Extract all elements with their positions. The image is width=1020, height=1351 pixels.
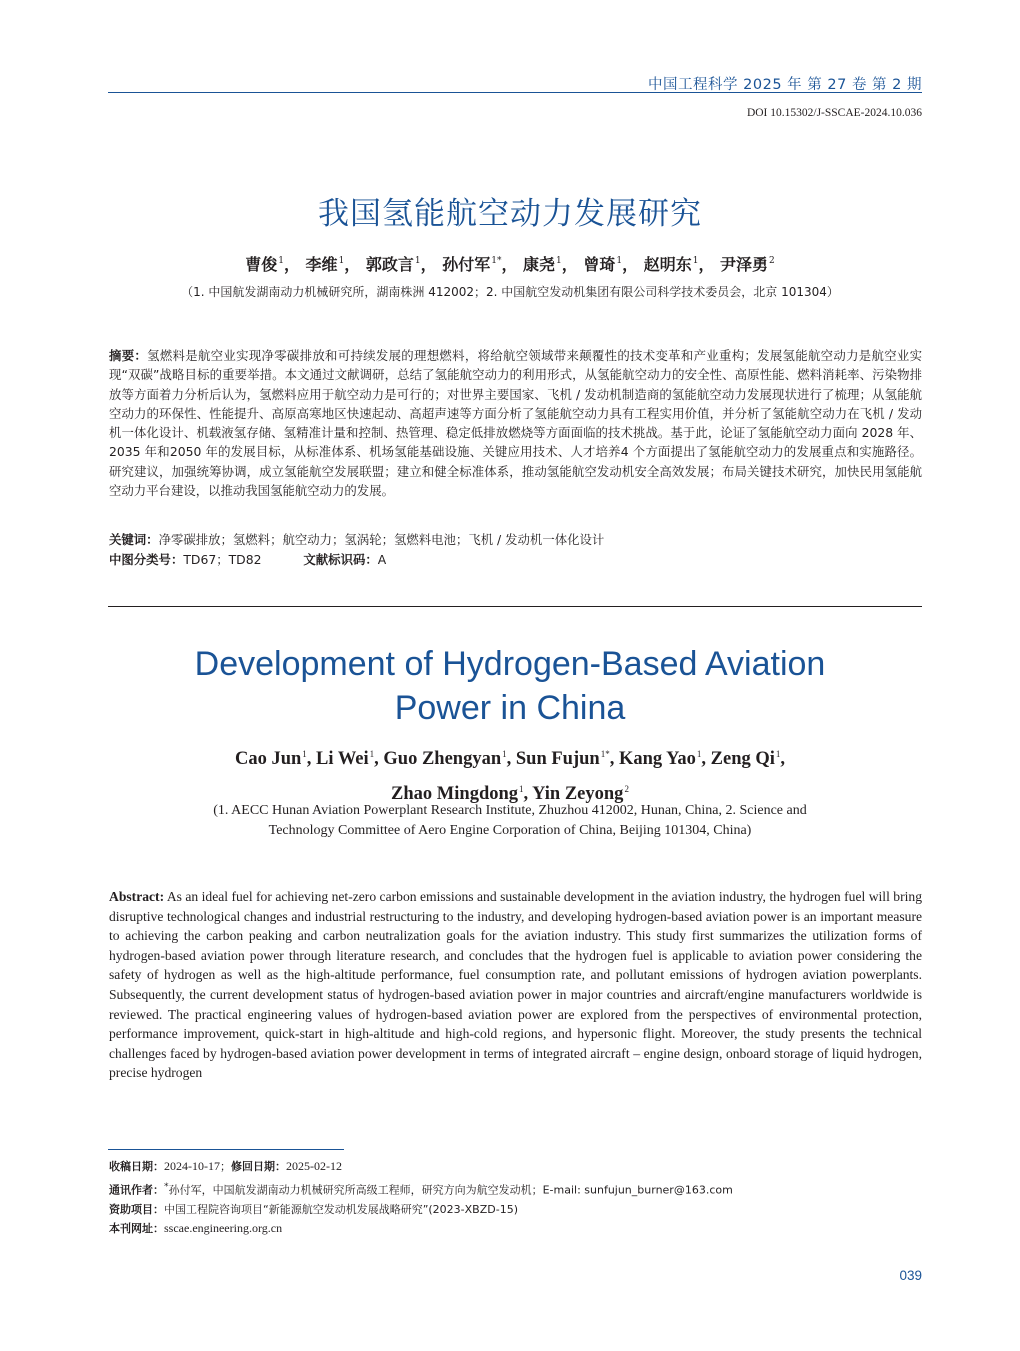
author-name: 孙付军 bbox=[442, 255, 491, 274]
author-name: Zeng Qi bbox=[710, 749, 775, 769]
author-affil-mark: 1* bbox=[491, 256, 502, 266]
author-affil-mark: 1 bbox=[692, 256, 699, 266]
author-name: Zhao Mingdong bbox=[391, 784, 519, 804]
footnotes bbox=[109, 1157, 922, 1239]
english-title-line: Power in China bbox=[394, 689, 626, 727]
author-affil-mark: 2 bbox=[769, 256, 775, 266]
url-line: 本刊网址：sscae.engineering.org.cn bbox=[109, 1221, 283, 1236]
abstract-text: As an ideal fuel for achieving net-zero carbon emissions and sustainable development in the aviation industry, the hydrogen fuel will bring disruptive technological changes and industrial restructuring to the industry, and developing hydrogen-based aviation power is an important measure to achieving the carbon peaking and carbon neutralization goals for the aviation industry. This study first summarizes the utilization forms of hydrogen-based aviation power through literature research, and concludes that the hydrogen fuel is applicable to aviation power considering the safety of hydrogen as well as the high-altitude performance, fuel consumption rate, and pollutant emissions of hydrogen aviation powerplants. Subsequently, the current development status of hydrogen-based aviation power in major countries and aircraft/engine manufacturers worldwide is reviewed. The practical engineering values of hydrogen-based aviation power are explored from the perspectives of environmental protection, performance improvement, quick-start in high-altitude and high-cold regions, and hypersonic flight. Moreover, the study presents the technical challenges faced by hydrogen-based aviation power development in terms of integrated aircraft – engine design, onboard storage of liquid hydrogen, precise hydrogen bbox=[109, 889, 922, 1081]
received-line: 收稿日期：2024-10-17；修回日期：2025-02-12 bbox=[109, 1159, 342, 1173]
abstract-text: 氢燃料是航空业实现净零碳排放和可持续发展的理想燃料，将给航空领域带来颠覆性的技术变革和产业重构；发展氢能航空动力是航空业实现“双碳”战略目标的重要举措。本文通过文献调研，总结了氢能航空动力的利用形式，从氢能航空动力的安全性、高原性能、燃料消耗率、污染物排放等方面着力分析后认为，氢燃料应用于航空动力是可行的；对世界主要国家、飞机 / 发动机制造商的氢能航空动力发展现状进行了梳理；从氢能航空动力的环保性、性能提升、高原高寒地区快速起动、高超声速等方面分析了氢能航空动力具有工程实用价值，并分析了氢能航空动力在飞机 / 发动机一体化设计、机载液氢存储、氢精准计量和控制、热管理、稳定低排放燃烧等方面面临的技术挑战。基于此，论证了氢能航空动力面向 2028 年、2035 年和2050 年的发展目标，从标准体系、机场氢能基础设施、关键应用技术、人才培养4 个方面提出了氢能航空动力的发展重点和实施路径。研究建议，加强统筹协调，成立氢能航空发展联盟；建立和健全标准体系，推动氢能航空发动机安全高效发展；布局关键技术研究，加快民用氢能航空动力平台建设，以推动我国氢能航空动力的发展。 bbox=[109, 348, 922, 499]
english-title-line: Development of Hydrogen-Based Aviation bbox=[194, 645, 826, 683]
keywords-label: 关键词： bbox=[109, 532, 159, 547]
clc-label: 中图分类号： bbox=[109, 552, 184, 567]
doccode-label: 文献标识码： bbox=[303, 552, 378, 567]
abstract-label: Abstract: bbox=[109, 889, 165, 904]
author-affil-mark: 1 bbox=[414, 256, 421, 266]
chinese-keywords bbox=[109, 530, 922, 549]
author-name: Guo Zhengyan bbox=[383, 749, 502, 769]
journal-header: 中国工程科学 2025 年 第 27 卷 第 2 期 bbox=[648, 77, 922, 93]
received-date: 2024-10-17 bbox=[164, 1159, 220, 1173]
abstract-label: 摘要： bbox=[109, 348, 148, 363]
english-title bbox=[0, 642, 1020, 730]
corresponding-line: 通讯作者：*孙付军，中国航发湖南动力机械研究所高级工程师，研究方向为航空发动机；E-mail: sunfujun_burner@163.com bbox=[109, 1180, 733, 1197]
author-name: 曾琦 bbox=[583, 255, 616, 274]
english-authors-line: Zhao Mingdong$^1$, Yin Zeyong$^2$ bbox=[391, 784, 629, 804]
author-affil-mark: 2 bbox=[624, 784, 629, 794]
funding-text: 中国工程院咨询项目“新能源航空发动机发展战略研究”(2023-XBZD-15) bbox=[164, 1202, 518, 1216]
clc-value: TD67；TD82 bbox=[183, 552, 262, 567]
page-number: 039 bbox=[899, 1268, 922, 1283]
author-name: 曹俊 bbox=[245, 255, 278, 274]
journal-url-link[interactable]: sscae.engineering.org.cn bbox=[164, 1221, 283, 1236]
author-affil-mark: 1 bbox=[302, 749, 307, 759]
chinese-authors: 曹俊$^1$， 李维$^1$， 郭政言$^1$， 孙付军$^{1*}$， 康尧$^1$， 曾琦$^1$， 赵明东$^1$， 尹泽勇$^2$ bbox=[245, 255, 775, 274]
section-divider bbox=[108, 606, 922, 607]
doi[interactable]: DOI 10.15302/J-SSCAE-2024.10.036 bbox=[746, 107, 922, 119]
author-name: Kang Yao bbox=[618, 749, 696, 769]
doccode-value: A bbox=[377, 552, 387, 567]
author-affil-mark: 1 bbox=[502, 749, 507, 759]
author-affil-mark: 1 bbox=[278, 256, 284, 266]
english-authors-line: Cao Jun$^1$, Li Wei$^1$, Guo Zhengyan$^1$, Sun Fujun$^{1*}$, Kang Yao$^1$, Zeng Qi$^1$, bbox=[234, 749, 786, 769]
revised-date: 2025-02-12 bbox=[286, 1159, 342, 1173]
author-name: 康尧 bbox=[523, 255, 556, 274]
author-affil-mark: 1 bbox=[556, 256, 562, 266]
author-name: 郭政言 bbox=[365, 255, 414, 274]
author-affil-mark: 1 bbox=[519, 784, 524, 794]
header-rule bbox=[108, 92, 922, 93]
author-name: 尹泽勇 bbox=[720, 255, 769, 274]
author-name: 赵明东 bbox=[643, 255, 692, 274]
author-affil-mark: 1 bbox=[616, 256, 623, 266]
chinese-abstract bbox=[109, 346, 922, 500]
english-abstract bbox=[109, 887, 922, 1083]
affiliation-line: (1. AECC Hunan Aviation Powerplant Research Institute, Zhuzhou 412002, Hunan, China, 2. Science and bbox=[213, 803, 807, 818]
author-name: Li Wei bbox=[316, 749, 369, 769]
corresponding-mark: * bbox=[164, 1180, 169, 1192]
english-affiliation bbox=[0, 801, 1020, 841]
author-affil-mark: 1 bbox=[369, 749, 375, 759]
chinese-title: 我国氢能航空动力发展研究 bbox=[318, 196, 702, 232]
author-affil-mark: 1 bbox=[696, 749, 702, 759]
author-affil-mark: 1 bbox=[338, 256, 345, 266]
corresponding-text: 孙付军，中国航发湖南动力机械研究所高级工程师，研究方向为航空发动机；E-mail: sunfujun_burner@163.com bbox=[168, 1183, 733, 1197]
classification-line bbox=[109, 550, 922, 569]
author-name: Yin Zeyong bbox=[532, 784, 624, 804]
author-name: Sun Fujun bbox=[515, 749, 600, 769]
author-name: 李维 bbox=[305, 255, 338, 274]
keywords-text: 净零碳排放；氢燃料；航空动力；氢涡轮；氢燃料电池；飞机 / 发动机一体化设计 bbox=[158, 532, 605, 547]
footnote-rule bbox=[108, 1149, 344, 1150]
english-authors bbox=[0, 739, 1020, 809]
funding-line: 资助项目：中国工程院咨询项目“新能源航空发动机发展战略研究”(2023-XBZD-15) bbox=[109, 1202, 518, 1216]
author-affil-mark: 1* bbox=[600, 749, 610, 759]
affiliation-line: Technology Committee of Aero Engine Corporation of China, Beijing 101304, China) bbox=[268, 823, 752, 838]
author-name: Cao Jun bbox=[234, 749, 302, 769]
chinese-affiliation: （1. 中国航发湖南动力机械研究所，湖南株洲 412002；2. 中国航空发动机集团有限公司科学技术委员会，北京 101304） bbox=[181, 285, 839, 299]
author-affil-mark: 1 bbox=[775, 749, 781, 759]
